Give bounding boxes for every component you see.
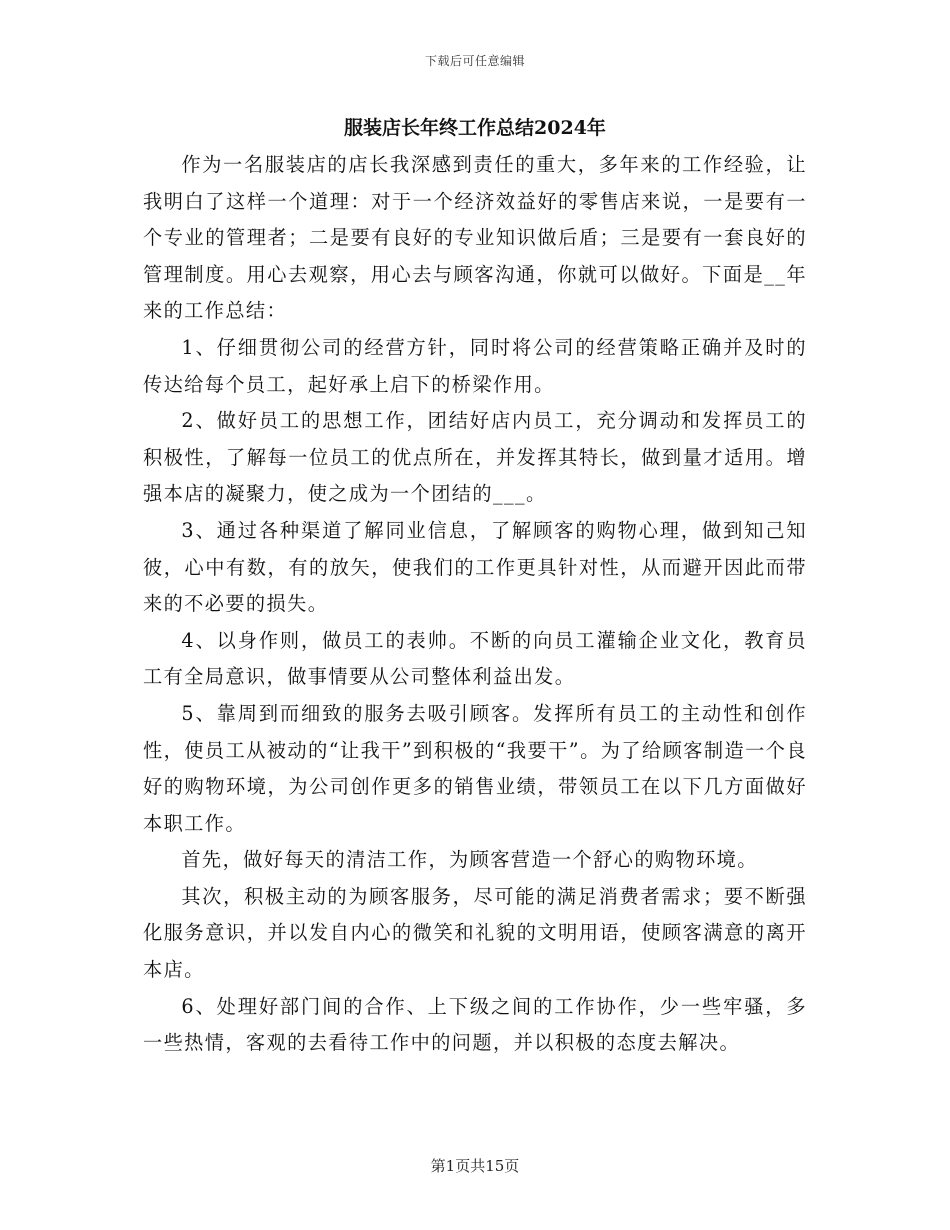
paragraph-second: 其次，积极主动的为顾客服务，尽可能的满足消费者需求；要不断强化服务意识，并以发自内心的微笑和礼貌的文明用语，使顾客满意的离开本店。	[143, 884, 807, 982]
paragraph-item-3: 3、通过各种渠道了解同业信息，了解顾客的购物心理，做到知己知彼，心中有数，有的放矢，使我们的工作更具针对性，从而避开因此而带来的不必要的损失。	[143, 518, 807, 616]
paragraph-item-4: 4、以身作则，做员工的表帅。不断的向员工灌输企业文化，教育员工有全局意识，做事情要从公司整体利益出发。	[143, 628, 807, 689]
paragraph-item-2: 2、做好员工的思想工作，团结好店内员工，充分调动和发挥员工的积极性，了解每一位员工的优点所在，并发挥其特长，做到量才适用。增强本店的凝聚力，使之成为一个团结的___。	[143, 409, 807, 506]
document-title: 服装店长年终工作总结2024年	[344, 117, 606, 139]
paragraph-item-1: 1、仔细贯彻公司的经营方针，同时将公司的经营策略正确并及时的传达给每个员工，起好承上启下的桥梁作用。	[143, 335, 807, 396]
paragraph-first: 首先，做好每天的清洁工作，为顾客营造一个舒心的购物环境。	[181, 848, 758, 872]
document-body	[143, 147, 807, 1062]
paragraph-item-6: 6、处理好部门间的合作、上下级之间的工作协作，少一些牢骚，多一些热情，客观的去看待工作中的问题，并以积极的态度去解决。	[143, 994, 807, 1055]
paragraph-intro: 作为一名服装店的店长我深感到责任的重大，多年来的工作经验，让我明白了这样一个道理：对于一个经济效益好的零售店来说，一是要有一个专业的管理者；二是要有良好的专业知识做后盾；三是要有一套良好的管理制度。用心去观察，用心去与顾客沟通，你就可以做好。下面是__年来的工作总结：	[143, 153, 807, 323]
paragraph-item-5: 5、靠周到而细致的服务去吸引顾客。发挥所有员工的主动性和创作性，使员工从被动的“让我干”到积极的“我要干”。为了给顾客制造一个良好的购物环境，为公司创作更多的销售业绩，带领员工在以下几方面做好本职工作。	[143, 701, 807, 835]
header-note: 下载后可任意编辑	[424, 54, 525, 68]
page-number: 第1页共15页	[430, 1157, 520, 1175]
